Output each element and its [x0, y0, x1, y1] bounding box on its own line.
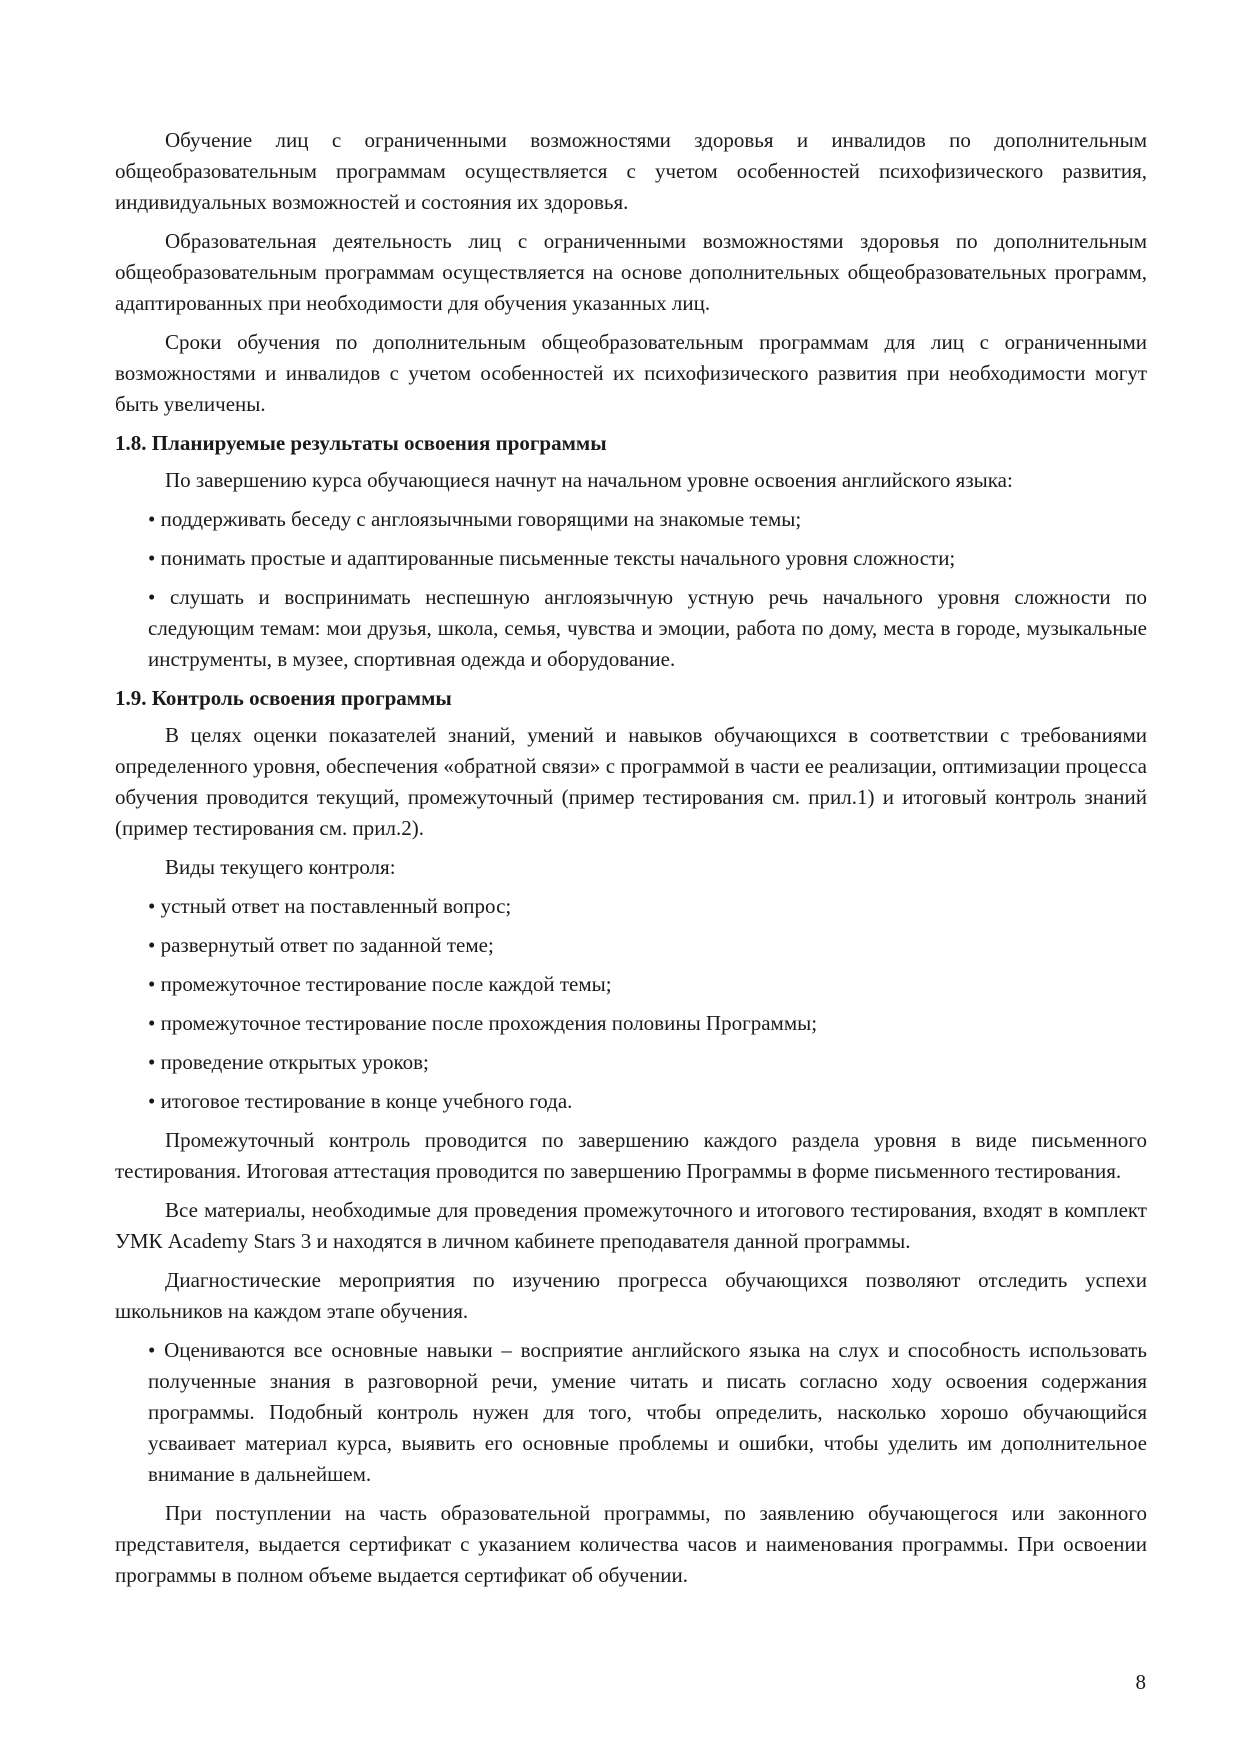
list-item: • понимать простые и адаптированные письменные тексты начального уровня сложности; — [148, 546, 956, 570]
paragraph-materials: Все материалы, необходимые для проведения промежуточного и итогового тестирования, входят в комплект УМК Academy Stars 3 и находятся в личном кабинете преподавателя данной программы. — [115, 1198, 1147, 1253]
paragraph-educational-activity: Образовательная деятельность лиц с ограниченными возможностями здоровья по дополнительным общеобразовательным программам осуществляется на основе дополнительных общеобразовательных программ, адаптированных при необходимости для обучения указанных лиц. — [115, 229, 1147, 315]
list-item: • слушать и воспринимать неспешную англоязычную устную речь начального уровня сложности по следующим темам: мои друзья, школа, семья, чувства и эмоции, работа по дому, места в городе, музыкальные инструменты, в музее, спортивная одежда и оборудование. — [148, 585, 1147, 671]
paragraph-diagnostics: Диагностические мероприятия по изучению прогресса обучающихся позволяют отследить успехи школьников на каждом этапе обучения. — [115, 1268, 1147, 1323]
paragraph-disabled-learning: Обучение лиц с ограниченными возможностями здоровья и инвалидов по дополнительным общеобразовательным программам осуществляется с учетом особенностей психофизического развития, индивидуальных возможностей и состояния их здоровья. — [115, 128, 1147, 214]
list-item: • промежуточное тестирование после прохождения половины Программы; — [148, 1011, 818, 1035]
list-item: • проведение открытых уроков; — [148, 1050, 429, 1074]
list-item: • промежуточное тестирование после каждой темы; — [148, 972, 612, 996]
section-1-9-intro: В целях оценки показателей знаний, умений и навыков обучающихся в соответствии с требованиями определенного уровня, обеспечения «обратной связи» с программой в части ее реализации, оптимизации процесса обучения проводится текущий, промежуточный (пример тестирования см. прил.1) и итоговый контроль знаний (пример тестирования см. прил.2). — [115, 723, 1147, 840]
control-types-label: Виды текущего контроля: — [165, 855, 396, 879]
paragraph-certificate: При поступлении на часть образовательной программы, по заявлению обучающегося или законного представителя, выдается сертификат с указанием количества часов и наименования программы. При освоении программы в полном объеме выдается сертификат об обучении. — [115, 1501, 1147, 1587]
list-item: • поддерживать беседу с англоязычными говорящими на знакомые темы; — [148, 507, 802, 531]
paragraph-study-terms: Сроки обучения по дополнительным общеобразовательным программам для лиц с ограниченными возможностями и инвалидов с учетом особенностей их психофизического развития при необходимости могут быть увеличены. — [115, 330, 1147, 416]
page-number: 8 — [1135, 1670, 1146, 1694]
list-item: • развернутый ответ по заданной теме; — [148, 933, 494, 957]
paragraph-interim-control: Промежуточный контроль проводится по завершению каждого раздела уровня в виде письменного тестирования. Итоговая аттестация проводится по завершению Программы в форме письменного тестирования. — [115, 1128, 1147, 1183]
list-item: • устный ответ на поставленный вопрос; — [148, 894, 512, 918]
list-item: • итоговое тестирование в конце учебного года. — [148, 1089, 573, 1113]
section-heading-1-8: 1.8. Планируемые результаты освоения программы — [115, 431, 607, 455]
list-item-skills: • Оцениваются все основные навыки – восприятие английского языка на слух и способность использовать полученные знания в разговорной речи, умение читать и писать согласно ходу освоения содержания программы. Подобный контроль нужен для того, чтобы определить, насколько хорошо обучающийся усваивает материал курса, выявить его основные проблемы и ошибки, чтобы уделить им дополнительное внимание в дальнейшем. — [148, 1338, 1147, 1486]
section-heading-1-9: 1.9. Контроль освоения программы — [115, 686, 452, 710]
section-1-8-intro: По завершению курса обучающиеся начнут на начальном уровне освоения английского языка: — [165, 468, 1013, 492]
page-content — [115, 125, 1147, 1599]
